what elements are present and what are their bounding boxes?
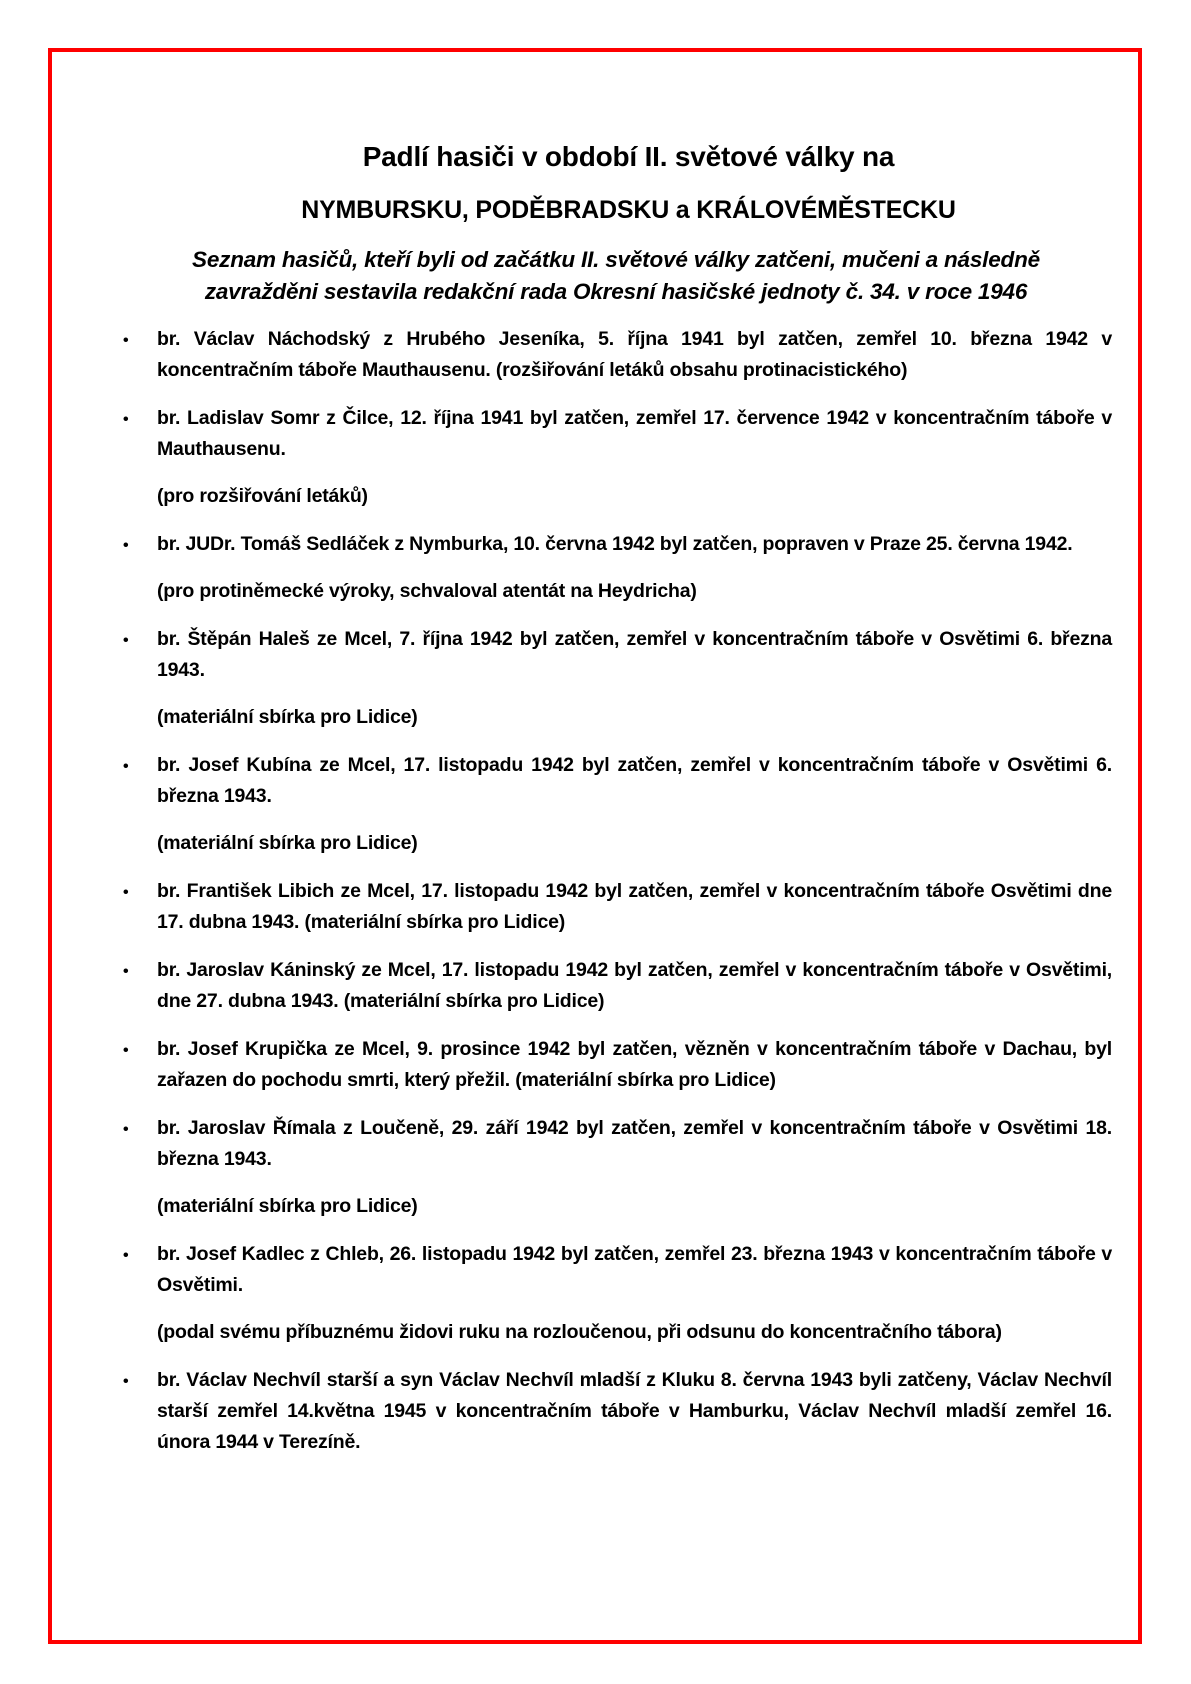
- list-item: [120, 324, 1112, 386]
- bullet-icon: •: [123, 963, 129, 980]
- bullet-icon: •: [123, 1121, 129, 1138]
- entry-text: br. Štěpán Haleš ze Mcel, 7. října 1942 byl zatčen, zemřel v koncentračním táboře v Osvětimi 6. března 1943.: [157, 628, 1112, 681]
- bullet-icon: •: [123, 1247, 129, 1264]
- entry-note: (pro protiněmecké výroky, schvaloval atentát na Heydricha): [157, 580, 697, 602]
- list-item: [120, 624, 1112, 733]
- bullet-icon: •: [123, 758, 129, 775]
- entry-note: (materiální sbírka pro Lidice): [157, 1195, 418, 1217]
- bullet-icon: •: [123, 411, 129, 428]
- entry-note: (materiální sbírka pro Lidice): [157, 706, 418, 728]
- entry-note: (pro rozšiřování letáků): [157, 485, 368, 507]
- entry-text: br. Ladislav Somr z Čilce, 12. října 1941 byl zatčen, zemřel 17. července 1942 v koncentračním táboře v Mauthausenu.: [157, 407, 1112, 460]
- bullet-icon: •: [123, 884, 129, 901]
- list-item: [120, 1034, 1112, 1096]
- entry-note: (podal svému příbuznému židovi ruku na rozloučenou, při odsunu do koncentračního tábora): [157, 1321, 1002, 1343]
- entry-text: br. Jaroslav Římala z Loučeně, 29. září 1942 byl zatčen, zemřel v koncentračním táboře v Osvětimi 18. března 1943.: [157, 1117, 1112, 1170]
- document-body: [120, 140, 1112, 1475]
- bullet-icon: •: [123, 537, 129, 554]
- bullet-icon: •: [123, 632, 129, 649]
- document-intro: [120, 244, 1112, 308]
- list-item: [120, 403, 1112, 512]
- list-item: [120, 750, 1112, 859]
- entry-text: br. Josef Krupička ze Mcel, 9. prosince 1942 byl zatčen, vězněn v koncentračním táboře v Dachau, byl zařazen do pochodu smrti, který přežil. (materiální sbírka pro Lidice): [157, 1038, 1112, 1091]
- entry-text: br. Josef Kubína ze Mcel, 17. listopadu 1942 byl zatčen, zemřel v koncentračním táboře v Osvětimi 6. března 1943.: [157, 754, 1112, 807]
- document-title: Padlí hasiči v období II. světové války na: [362, 141, 895, 172]
- entry-text: br. JUDr. Tomáš Sedláček z Nymburka, 10. června 1942 byl zatčen, popraven v Praze 25. června 1942.: [157, 533, 1073, 555]
- bullet-icon: •: [123, 332, 129, 349]
- list-item: [120, 1113, 1112, 1222]
- intro-line-1: Seznam hasičů, kteří byli od začátku II. světové války zatčeni, mučeni a následně: [192, 247, 1040, 272]
- intro-line-2: zavražděni sestavila redakční rada Okresní hasičské jednoty č. 34. v roce 1946: [204, 279, 1028, 304]
- list-item: [120, 1365, 1112, 1458]
- entry-text: br. František Libich ze Mcel, 17. listopadu 1942 byl zatčen, zemřel v koncentračním táboře Osvětimi dne 17. dubna 1943. (materiální sbírka pro Lidice): [157, 880, 1112, 933]
- list-item: [120, 876, 1112, 938]
- list-item: [120, 529, 1112, 607]
- entry-text: br. Václav Nechvíl starší a syn Václav Nechvíl mladší z Kluku 8. června 1943 byli zatčeny, Václav Nechvíl starší zemřel 14.května 1945 v koncentračním táboře v Hamburku, Václav Nechvíl mladší zemřel 16. února 1944 v Terezíně.: [157, 1369, 1112, 1453]
- document-subtitle: NYMBURSKU, PODĚBRADSKU a KRÁLOVÉMĚSTECKU: [301, 196, 956, 224]
- list-item: [120, 1239, 1112, 1348]
- entry-note: (materiální sbírka pro Lidice): [157, 832, 418, 854]
- entry-text: br. Jaroslav Káninský ze Mcel, 17. listopadu 1942 byl zatčen, zemřel v koncentračním táboře v Osvětimi, dne 27. dubna 1943. (materiální sbírka pro Lidice): [157, 959, 1112, 1012]
- bullet-icon: •: [123, 1042, 129, 1059]
- entry-text: br. Josef Kadlec z Chleb, 26. listopadu 1942 byl zatčen, zemřel 23. března 1943 v koncentračním táboře v Osvětimi.: [157, 1243, 1112, 1296]
- bullet-icon: •: [123, 1373, 129, 1390]
- fallen-firefighters-list: [120, 324, 1112, 1458]
- entry-text: br. Václav Náchodský z Hrubého Jeseníka, 5. října 1941 byl zatčen, zemřel 10. března 1942 v koncentračním táboře Mauthausenu. (rozšiřování letáků obsahu protinacistického): [157, 328, 1112, 381]
- list-item: [120, 955, 1112, 1017]
